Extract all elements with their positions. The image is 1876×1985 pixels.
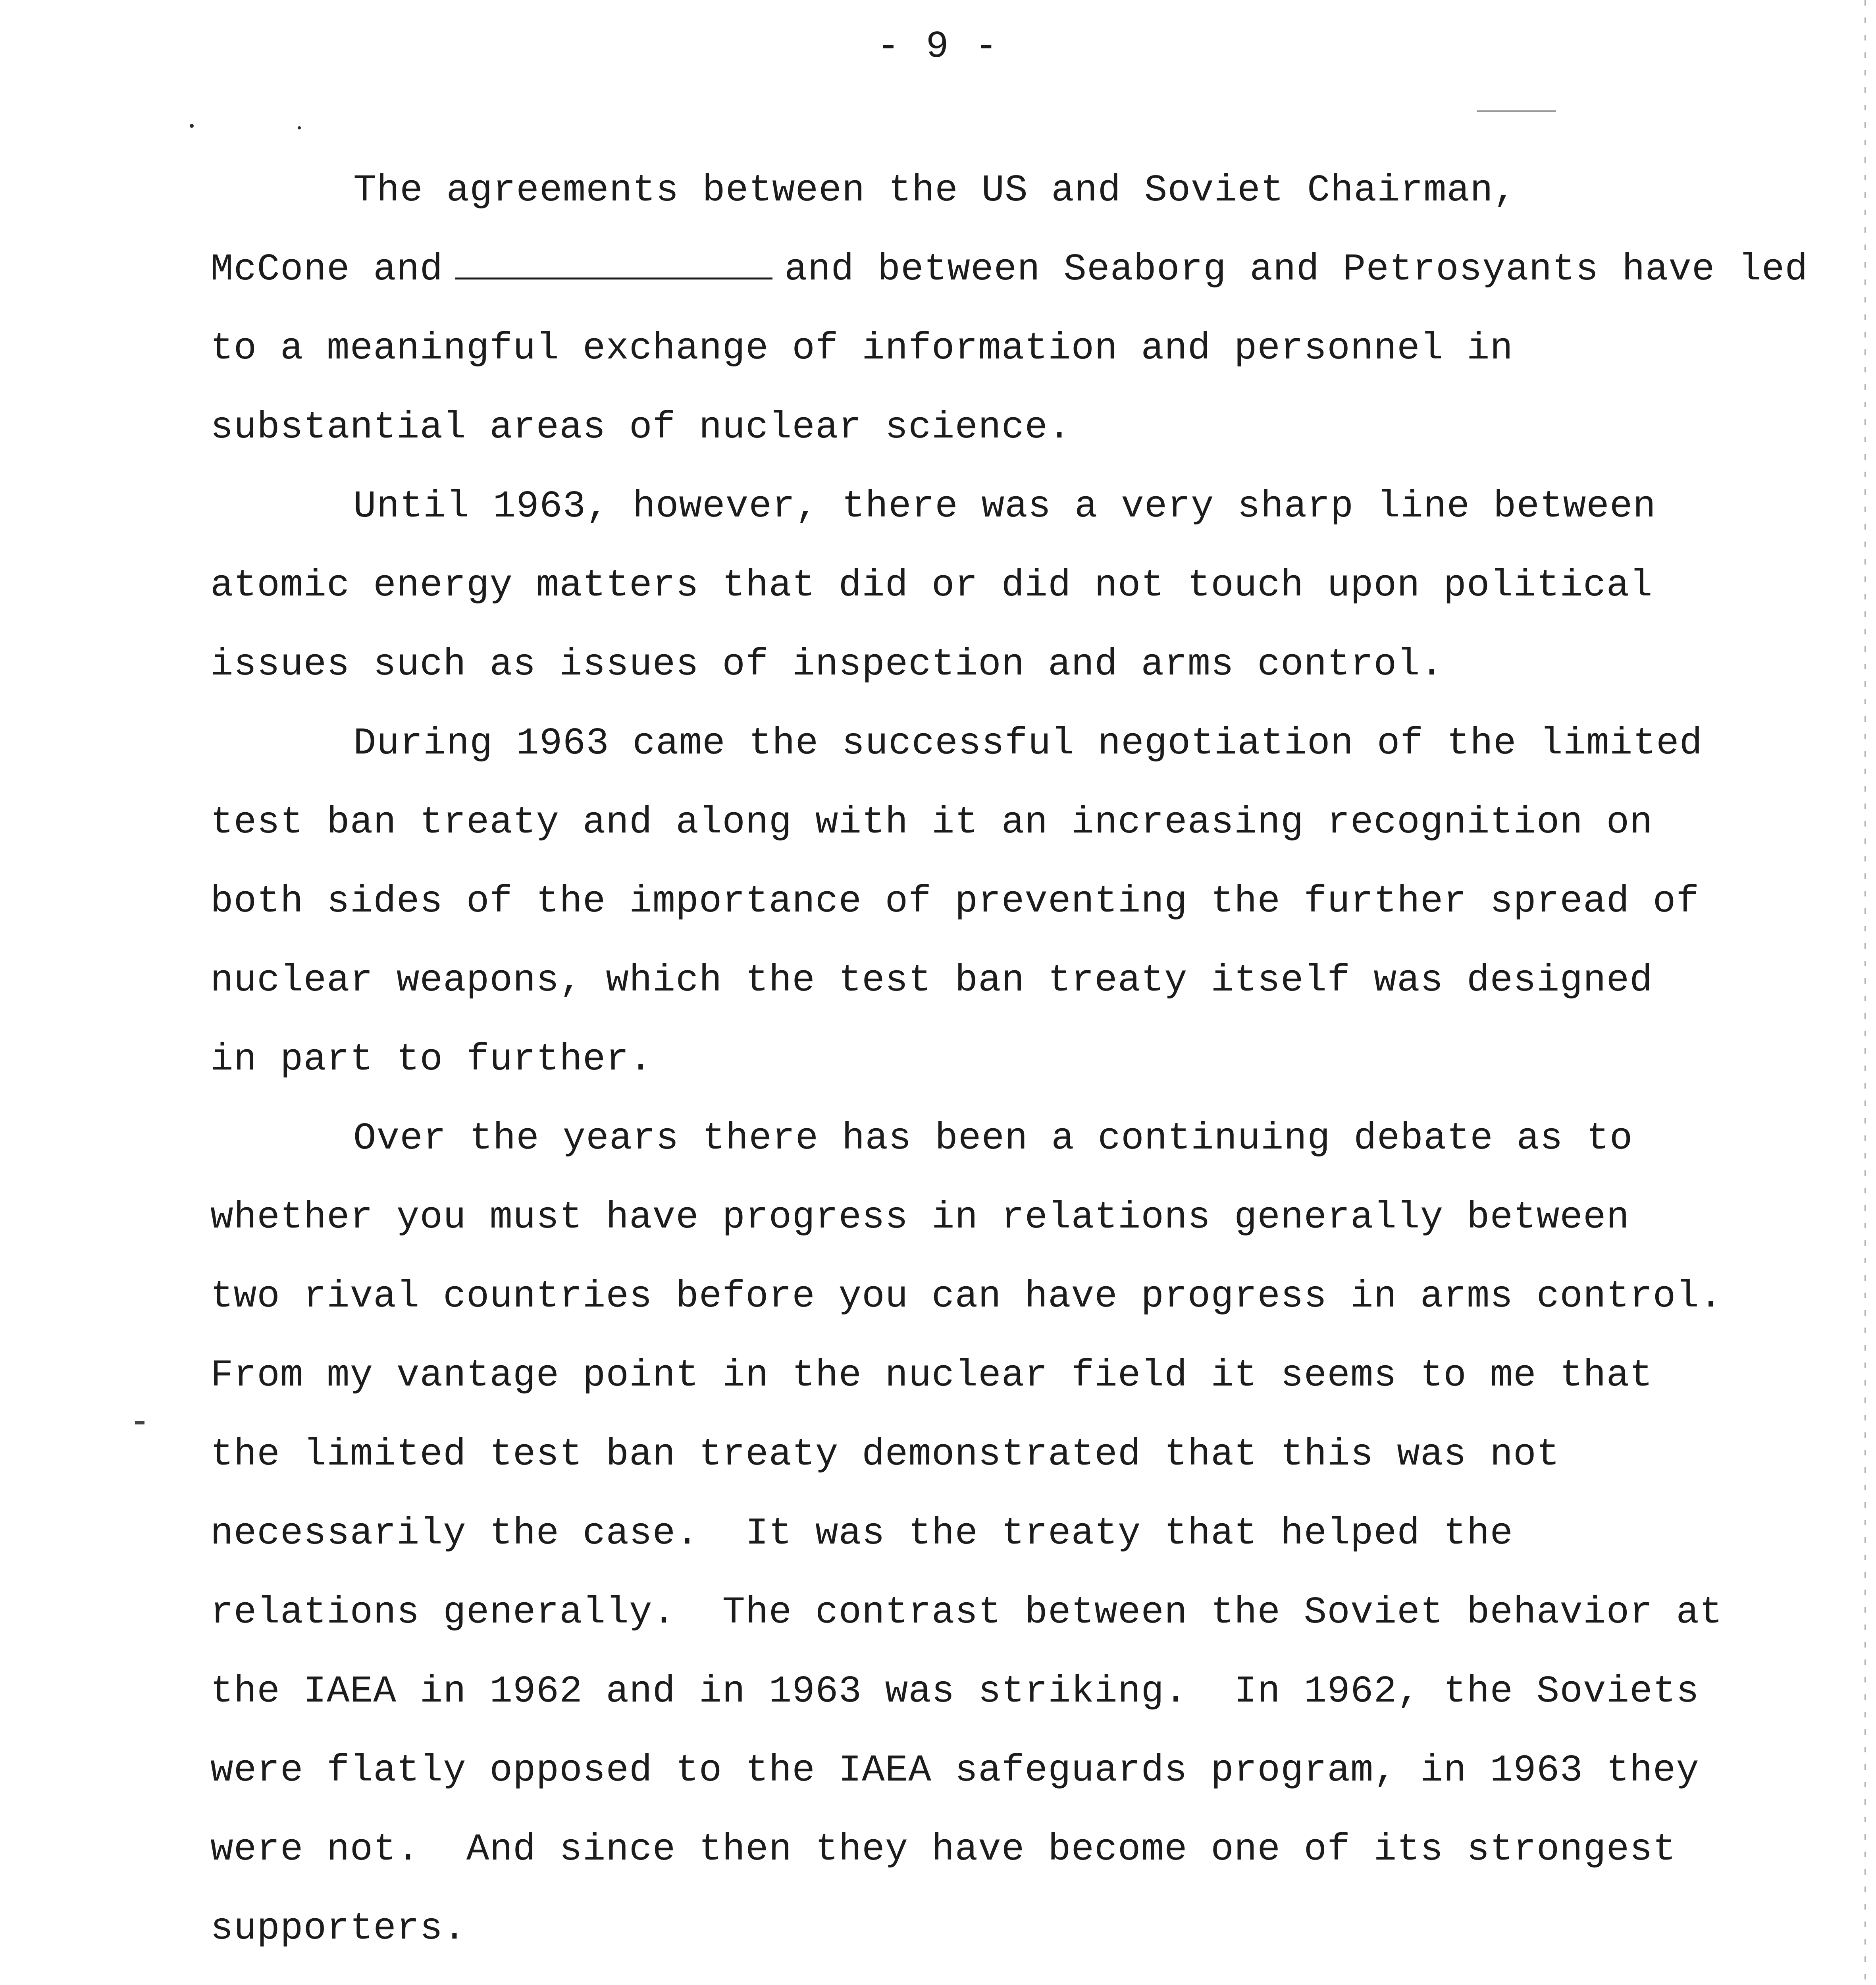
text-fragment: McCone and — [210, 248, 443, 291]
text-fragment: and between Seaborg and Petrosyants have led — [784, 248, 1808, 291]
text-line: issues such as issues of inspection and arms control. — [210, 643, 1444, 686]
text-line: the limited test ban treaty demonstrated that this was not — [210, 1433, 1560, 1476]
text-line: in part to further. — [210, 1038, 653, 1081]
scan-mark — [1477, 110, 1556, 112]
text-line-with-blank — [210, 230, 1874, 309]
text-line: The agreements between the US and Soviet Chairman, — [353, 169, 1517, 212]
text-line: relations generally. The contrast between the Soviet behavior at — [210, 1591, 1723, 1634]
text-line: the IAEA in 1962 and in 1963 was striking. In 1962, the Soviets — [210, 1670, 1699, 1713]
text-line — [210, 1968, 1874, 1985]
paragraph — [210, 1099, 1874, 1968]
text-line: whether you must have progress in relations generally between — [210, 1196, 1630, 1239]
paragraph — [210, 151, 1874, 467]
body-text — [210, 151, 1874, 1985]
text-line: During 1963 came the successful negotiation of the limited — [353, 722, 1703, 765]
text-line: supporters. — [210, 1907, 466, 1950]
blank-fill-line — [455, 246, 772, 279]
text-line: From my vantage point in the nuclear field it seems to me that — [210, 1354, 1653, 1397]
scan-mark — [135, 1421, 144, 1424]
text-line: nuclear weapons, which the test ban treaty itself was designed — [210, 959, 1653, 1002]
paragraph — [210, 704, 1874, 1099]
text-line: Over the years there has been a continuing debate as to — [353, 1117, 1633, 1160]
text-line: test ban treaty and along with it an increasing recognition on — [210, 801, 1653, 844]
scan-speck — [298, 126, 301, 129]
scan-edge-right — [1864, 0, 1866, 1985]
paragraph — [210, 467, 1874, 704]
text-line: both sides of the importance of preventing the further spread of — [210, 880, 1699, 923]
text-line: atomic energy matters that did or did not touch upon political — [210, 564, 1653, 607]
text-line: were flatly opposed to the IAEA safeguards program, in 1963 they — [210, 1749, 1699, 1792]
scan-speck — [190, 124, 194, 128]
text-line: to a meaningful exchange of information and personnel in — [210, 327, 1514, 370]
text-line: substantial areas of nuclear science. — [210, 406, 1071, 449]
paragraph — [210, 1968, 1874, 1985]
text-line: two rival countries before you can have progress in arms control. — [210, 1275, 1723, 1318]
text-line: Until 1963, however, there was a very sharp line between — [353, 485, 1656, 528]
text-line: were not. And since then they have become one of its strongest — [210, 1828, 1676, 1871]
page-number: - 9 - — [876, 25, 1000, 68]
text-line: necessarily the case. It was the treaty that helped the — [210, 1512, 1514, 1555]
